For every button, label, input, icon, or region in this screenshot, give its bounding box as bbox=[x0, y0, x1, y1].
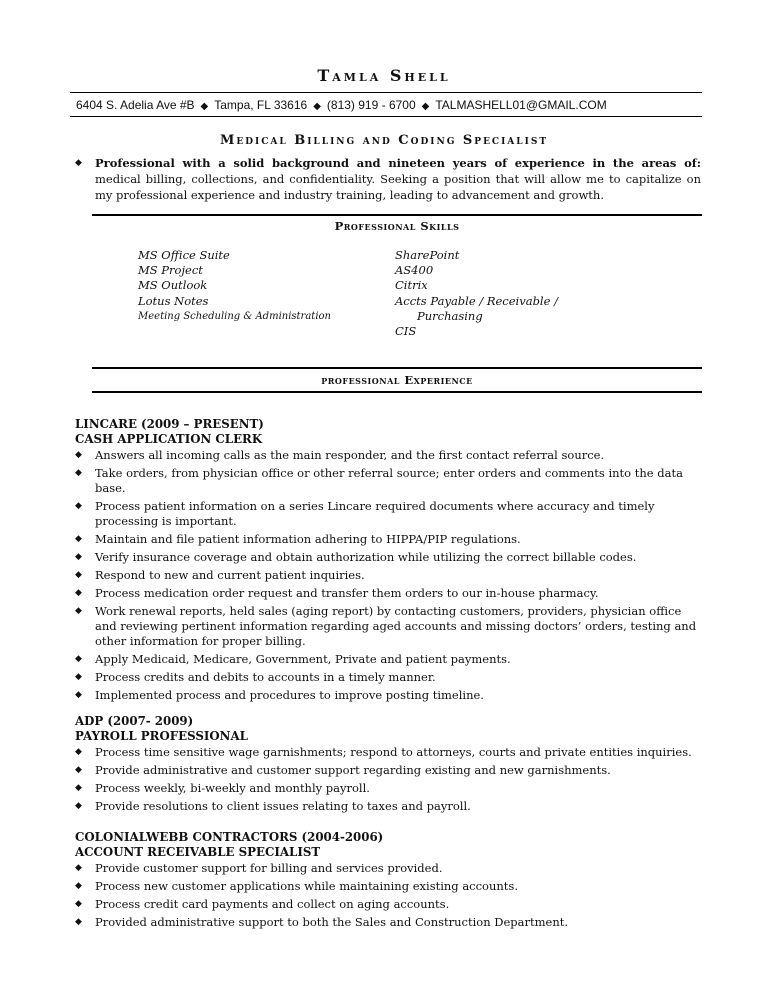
bullet-icon: ◆ bbox=[75, 801, 82, 811]
job-company: COLONIALWEBB CONTRACTORS (2004-2006) bbox=[75, 830, 384, 844]
job-title: ACCOUNT RECEIVABLE SPECIALIST bbox=[75, 844, 321, 859]
list-item: ◆ Maintain and file patient information adhering to HIPPA/PIP regulations. bbox=[75, 532, 521, 546]
bullet-icon: ◆ bbox=[75, 606, 82, 616]
list-item: ◆ Process credits and debits to accounts in a timely manner. bbox=[75, 670, 436, 684]
skill-item: Purchasing bbox=[417, 308, 483, 323]
bullet-icon: ◆ bbox=[75, 570, 82, 580]
skill-item: Lotus Notes bbox=[138, 293, 209, 308]
skill-item: MS Project bbox=[138, 263, 203, 278]
email: TALMASHELL01@GMAIL.COM bbox=[435, 98, 607, 112]
address: 6404 S. Adelia Ave #B bbox=[76, 98, 195, 112]
header-top-rule bbox=[70, 92, 702, 93]
bullet-icon: ◆ bbox=[75, 552, 82, 562]
contact-line bbox=[70, 95, 702, 117]
list-item: ◆ Process new customer applications while maintaining existing accounts. bbox=[75, 879, 518, 893]
bullet-icon: ◆ bbox=[75, 917, 82, 927]
bullet-icon: ◆ bbox=[75, 899, 82, 909]
job-title: CASH APPLICATION CLERK bbox=[75, 431, 263, 446]
headline: Medical Billing and Coding Specialist bbox=[219, 133, 549, 148]
skill-item: MS Office Suite bbox=[138, 248, 230, 262]
bullet-icon: ◆ bbox=[75, 468, 82, 478]
separator-icon: ◆ bbox=[200, 101, 209, 112]
skills-heading: Professional Skills bbox=[334, 219, 460, 233]
separator-icon: ◆ bbox=[421, 101, 430, 112]
bullet-icon: ◆ bbox=[75, 158, 82, 168]
bullet-icon: ◆ bbox=[75, 765, 82, 775]
experience-bottom-rule bbox=[92, 391, 702, 393]
summary-text bbox=[95, 155, 701, 203]
skills-top-rule bbox=[92, 214, 702, 216]
list-item: ◆ Take orders, from physician office or other referral source; enter orders and comments into the data base. bbox=[75, 466, 683, 495]
bullet-icon: ◆ bbox=[75, 783, 82, 793]
bullet-icon: ◆ bbox=[75, 672, 82, 682]
phone: (813) 919 - 6700 bbox=[326, 98, 416, 112]
list-item: ◆ Process medication order request and transfer them orders to our in-house pharmacy. bbox=[75, 586, 599, 600]
list-item: ◆ Respond to new and current patient inquiries. bbox=[75, 568, 365, 582]
list-item: ◆ Process credit card payments and collect on aging accounts. bbox=[75, 897, 450, 911]
bullet-icon: ◆ bbox=[75, 588, 82, 598]
list-item: ◆ Provided administrative support to both the Sales and Construction Department. bbox=[75, 915, 569, 929]
list-item: ◆ Provide administrative and customer support regarding existing and new garnishments. bbox=[75, 763, 611, 777]
bullet-icon: ◆ bbox=[75, 881, 82, 891]
job-company: ADP (2007- 2009) bbox=[75, 714, 194, 728]
list-item: ◆ Provide resolutions to client issues relating to taxes and payroll. bbox=[75, 799, 471, 813]
list-item: ◆ Process time sensitive wage garnishments; respond to attorneys, courts and private entities inquiries. bbox=[75, 745, 692, 759]
list-item: ◆ Answers all incoming calls as the main responder, and the first contact referral source. bbox=[75, 448, 605, 462]
skills-right-column bbox=[395, 248, 558, 339]
job-bullets bbox=[75, 861, 703, 930]
city: Tampa, FL 33616 bbox=[214, 98, 308, 112]
summary bbox=[75, 155, 701, 203]
skills-left-column bbox=[138, 248, 331, 324]
job-lincare bbox=[75, 417, 703, 706]
skill-item: CIS bbox=[395, 324, 417, 339]
skill-item: MS Outlook bbox=[138, 278, 208, 293]
list-item: ◆ Provide customer support for billing and services provided. bbox=[75, 861, 443, 875]
bullet-icon: ◆ bbox=[75, 690, 82, 700]
bullet-icon: ◆ bbox=[75, 534, 82, 544]
summary-rest: medical billing, collections, and confidentiality. Seeking a position that will allow me to capitalize on my professional experience and industry training, leading to advancement and growth. bbox=[95, 172, 701, 202]
job-adp bbox=[75, 714, 703, 817]
summary-bold: Professional with a solid background and nineteen years of experience in the areas of: bbox=[95, 156, 701, 170]
skill-item: AS400 bbox=[395, 263, 434, 278]
skill-item: Meeting Scheduling & Administration bbox=[138, 310, 331, 322]
list-item: ◆ Apply Medicaid, Medicare, Government, Private and patient payments. bbox=[75, 652, 511, 666]
job-company: LINCARE (2009 – PRESENT) bbox=[75, 417, 264, 431]
list-item: ◆ Process weekly, bi-weekly and monthly payroll. bbox=[75, 781, 370, 795]
list-item: ◆ Verify insurance coverage and obtain authorization while utilizing the correct billable codes. bbox=[75, 550, 637, 564]
separator-icon: ◆ bbox=[313, 101, 321, 112]
job-bullets bbox=[75, 448, 703, 703]
job-bullets bbox=[75, 745, 703, 814]
skill-item: Citrix bbox=[395, 278, 428, 293]
experience-heading: professional Experience bbox=[321, 373, 473, 387]
job-title: PAYROLL PROFESSIONAL bbox=[75, 728, 248, 743]
bullet-icon: ◆ bbox=[75, 654, 82, 664]
bullet-icon: ◆ bbox=[75, 501, 82, 511]
list-item: ◆ Process patient information on a series Lincare required documents where accuracy and timely processing is important. bbox=[75, 499, 655, 528]
bullet-icon: ◆ bbox=[75, 747, 82, 757]
skill-item: SharePoint bbox=[395, 248, 460, 262]
bullet-icon: ◆ bbox=[75, 450, 82, 460]
skill-item: Accts Payable / Receivable / bbox=[395, 293, 558, 308]
job-colonialwebb bbox=[75, 830, 703, 933]
list-item: ◆ Implemented process and procedures to improve posting timeline. bbox=[75, 688, 484, 702]
experience-top-rule bbox=[92, 367, 702, 369]
applicant-name: Tamla Shell bbox=[317, 66, 451, 85]
list-item: ◆ Work renewal reports, held sales (aging report) by contacting customers, providers, physician office and reviewing pertinent information regarding aged accounts and missing doctors’ orders, testing and other information for proper billing. bbox=[75, 604, 697, 648]
bullet-icon: ◆ bbox=[75, 863, 82, 873]
